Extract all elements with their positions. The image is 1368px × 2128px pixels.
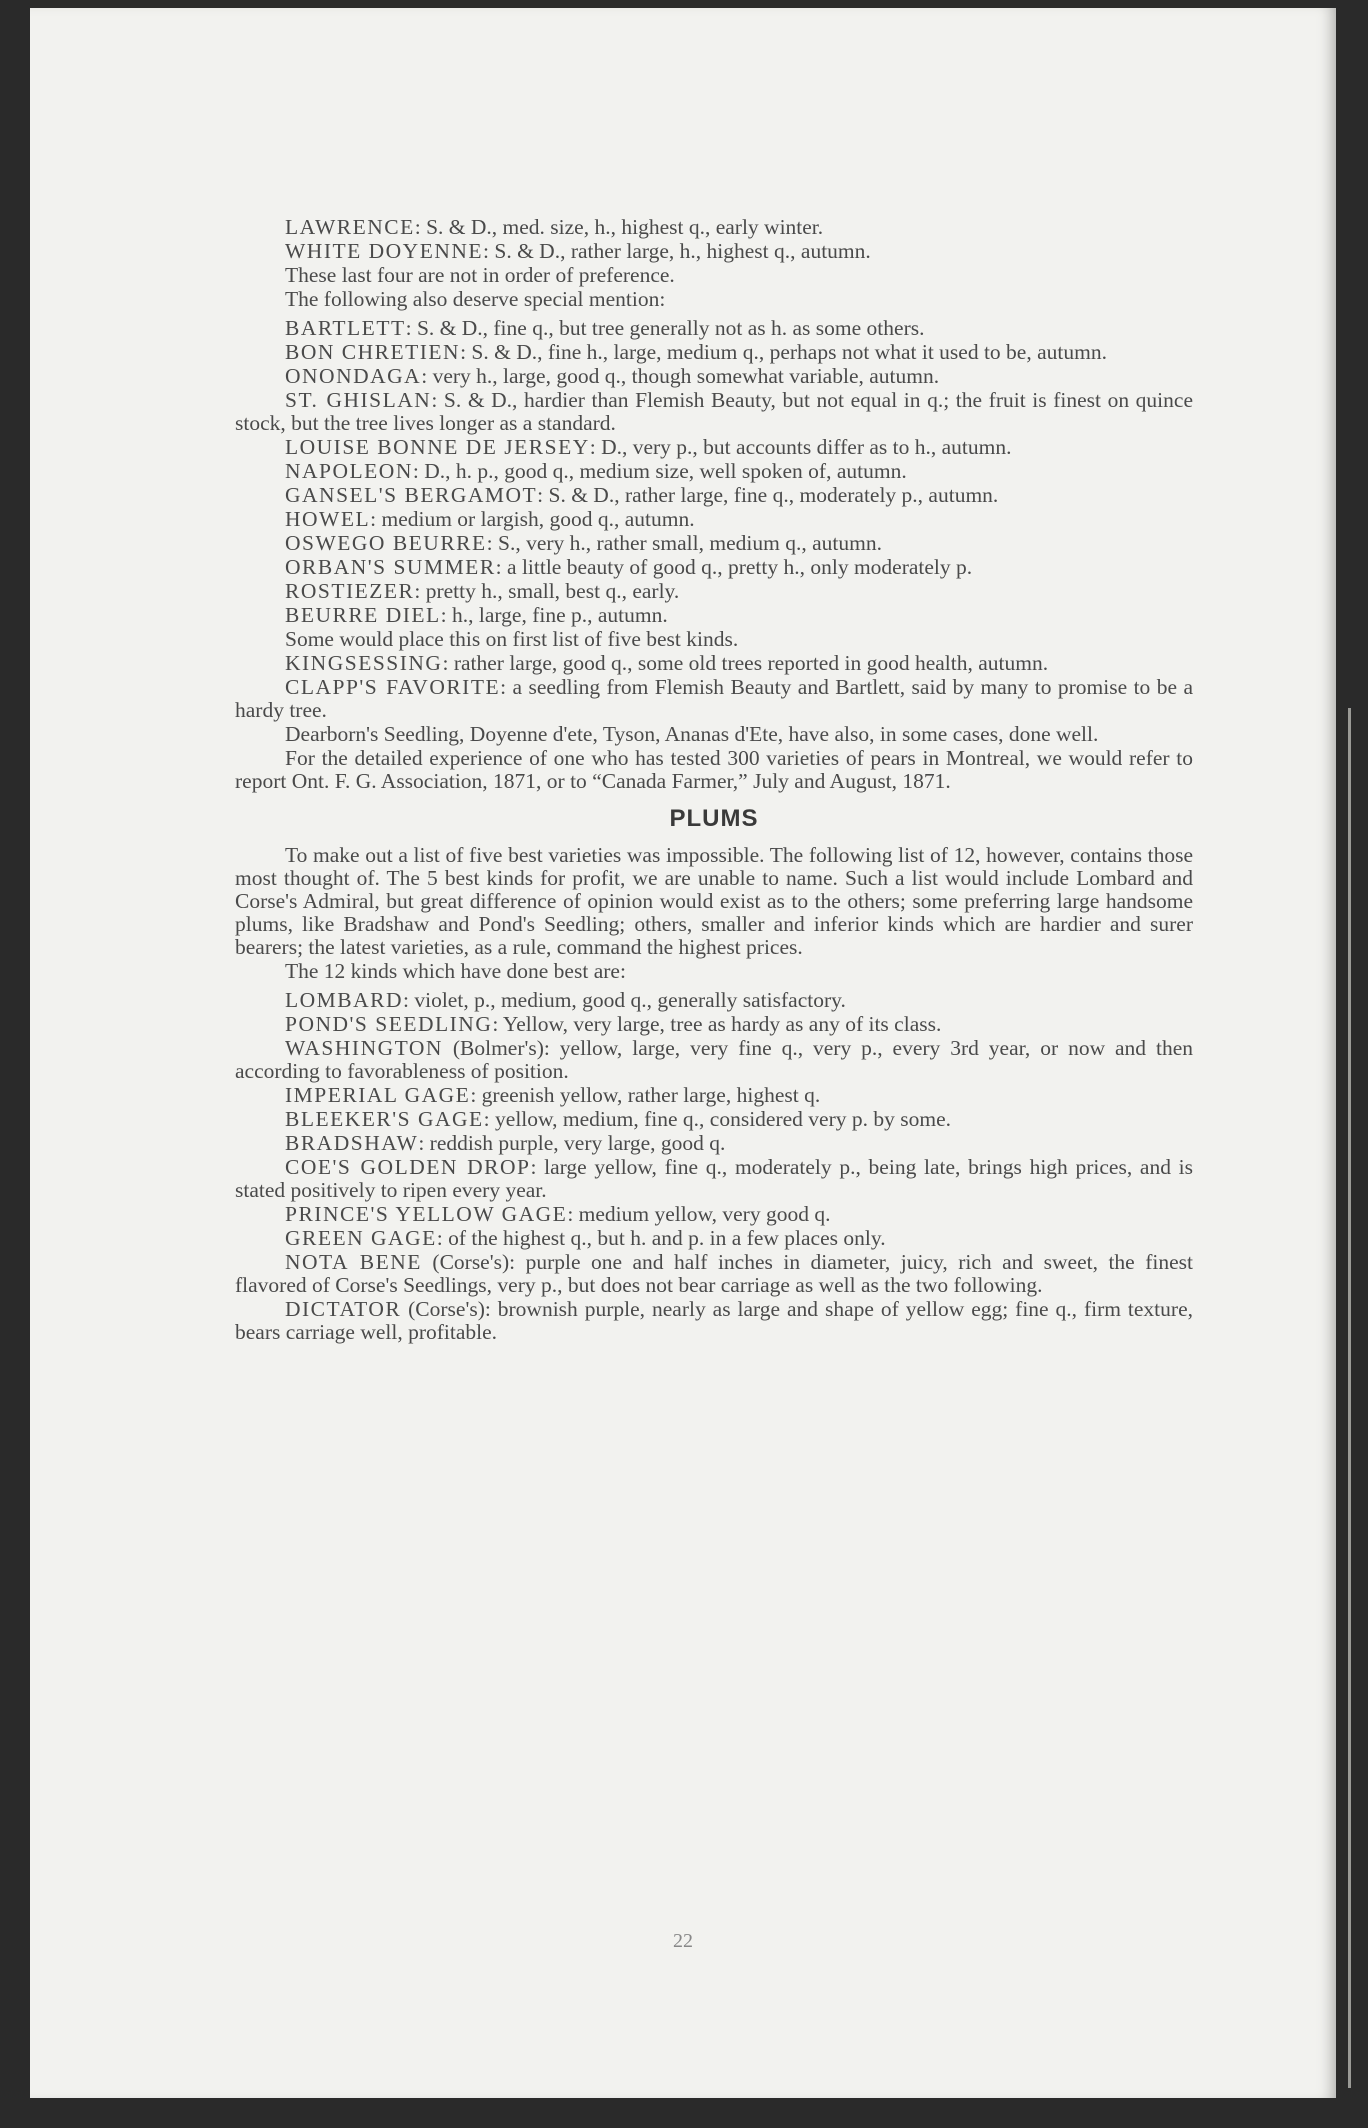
section-heading-plums: PLUMS <box>669 805 759 832</box>
variety-name: BON CHRETIEN <box>285 340 461 364</box>
variety-description: : a little beauty of good q., pretty h., only moderately p. <box>495 555 973 579</box>
variety-entry <box>235 580 1193 603</box>
variety-description: : h., large, fine p., autumn. <box>440 603 668 627</box>
variety-entry <box>235 389 1193 435</box>
variety-description: : S. & D., hardier than Flemish Beauty, but not equal in q.; the fruit is finest on quince stock, but the tree lives longer as a standard. <box>235 388 1193 435</box>
variety-description: : pretty h., small, best q., early. <box>414 579 680 603</box>
note-detailed: For the detailed experience of one who has tested 300 varieties of pears in Montreal, we would refer to report Ont. F. G. Association, 1871, or to “Canada Farmer,” July and August, 1871. <box>235 746 1193 793</box>
variety-name: ST. GHISLAN <box>285 388 432 412</box>
variety-description: (Corse's): brownish purple, nearly as large and shape of yellow egg; fine q., firm texture, bears carriage well, profitable. <box>235 1297 1193 1344</box>
variety-entry <box>235 240 1193 263</box>
variety-entry <box>235 676 1193 722</box>
variety-description: (Bolmer's): yellow, large, very fine q., very p., every 3rd year, or now and then according to favorableness of position. <box>235 1036 1193 1083</box>
variety-entry <box>235 1298 1193 1344</box>
variety-description: : of the highest q., but h. and p. in a few places only. <box>436 1226 886 1250</box>
variety-entry <box>235 604 1193 627</box>
variety-name: BARTLETT <box>285 316 406 340</box>
variety-entry <box>235 508 1193 531</box>
variety-entry <box>235 1203 1193 1226</box>
variety-entry <box>235 365 1193 388</box>
plums-note-12: The 12 kinds which have done best are: <box>285 959 626 983</box>
variety-description: : large yellow, fine q., moderately p., being late, brings high prices, and is stated positively to ripen every year. <box>235 1155 1193 1202</box>
variety-description: : very h., large, good q., though somewhat variable, autumn. <box>421 364 940 388</box>
variety-entry <box>235 1084 1193 1107</box>
variety-name: GREEN GAGE <box>285 1226 437 1250</box>
variety-description: : violet, p., medium, good q., generally satisfactory. <box>403 988 846 1012</box>
variety-name: LOUISE BONNE DE JERSEY <box>285 435 590 459</box>
variety-name: BRADSHAW <box>285 1131 419 1155</box>
variety-name: IMPERIAL GAGE <box>285 1083 471 1107</box>
variety-description: (Corse's): purple one and half inches in diameter, juicy, rich and sweet, the finest flavored of Corse's Seedlings, very p., but does not bear carriage as well as the two following. <box>235 1250 1193 1297</box>
variety-entry <box>235 989 1193 1012</box>
variety-name: COE'S GOLDEN DROP <box>285 1155 531 1179</box>
variety-name: BEURRE DIEL <box>285 603 441 627</box>
variety-entry <box>235 532 1193 555</box>
variety-description: : S. & D., fine h., large, medium q., perhaps not what it used to be, autumn. <box>460 340 1107 364</box>
variety-description: : a seedling from Flemish Beauty and Bartlett, said by many to promise to be a hardy tree. <box>235 675 1193 722</box>
intro-list <box>235 216 1193 263</box>
note-dearborn: Dearborn's Seedling, Doyenne d'ete, Tyson, Ananas d'Ete, have also, in some cases, done well. <box>285 722 1099 746</box>
variety-entry <box>235 317 1193 340</box>
variety-description: : S. & D., med. size, h., highest q., early winter. <box>414 215 824 239</box>
variety-entry <box>235 1037 1193 1083</box>
variety-entry <box>235 436 1193 459</box>
page-number: 22 <box>673 1930 693 1952</box>
variety-description: : Yellow, very large, tree as hardy as any of its class. <box>492 1012 942 1036</box>
variety-description: : greenish yellow, rather large, highest q. <box>470 1083 821 1107</box>
variety-description: : S. & D., rather large, h., highest q., autumn. <box>483 239 871 263</box>
note-following: The following also deserve special mention: <box>285 287 666 311</box>
variety-name: NAPOLEON <box>285 459 413 483</box>
variety-entry <box>235 1132 1193 1155</box>
variety-name: POND'S SEEDLING <box>285 1012 493 1036</box>
variety-description: : medium yellow, very good q. <box>567 1202 831 1226</box>
document-page <box>30 8 1336 2098</box>
variety-name: PRINCE'S YELLOW GAGE <box>285 1202 568 1226</box>
variety-name: LAWRENCE <box>285 215 415 239</box>
note-beurre-diel: Some would place this on first list of five best kinds. <box>285 627 739 651</box>
variety-entry <box>235 1013 1193 1036</box>
variety-description: : yellow, medium, fine q., considered very p. by some. <box>483 1107 951 1131</box>
variety-name: ORBAN'S SUMMER <box>285 555 496 579</box>
variety-entry <box>235 341 1193 364</box>
variety-name: DICTATOR <box>285 1297 402 1321</box>
variety-description: : S., very h., rather small, medium q., autumn. <box>486 531 882 555</box>
variety-name: GANSEL'S BERGAMOT <box>285 483 538 507</box>
variety-name: ROSTIEZER <box>285 579 415 603</box>
variety-entry <box>235 1156 1193 1202</box>
variety-name: ONONDAGA <box>285 364 422 388</box>
variety-description: : D., h. p., good q., medium size, well spoken of, autumn. <box>412 459 907 483</box>
variety-name: WHITE DOYENNE <box>285 239 484 263</box>
variety-entry <box>235 1108 1193 1131</box>
page-content <box>235 216 1193 1345</box>
variety-name: HOWEL <box>285 507 371 531</box>
variety-entry <box>235 484 1193 507</box>
variety-entry <box>235 556 1193 579</box>
variety-name: OSWEGO BEURRE <box>285 531 487 555</box>
page-edge <box>1348 708 1351 2088</box>
variety-description: : S. & D., fine q., but tree generally not as h. as some others. <box>405 316 925 340</box>
variety-description: : medium or largish, good q., autumn. <box>370 507 695 531</box>
note-last-four: These last four are not in order of preference. <box>285 263 675 287</box>
variety-entry <box>235 216 1193 239</box>
variety-description: : S. & D., rather large, fine q., moderately p., autumn. <box>537 483 999 507</box>
variety-description: : reddish purple, very large, good q. <box>418 1131 726 1155</box>
variety-description: : D., very p., but accounts differ as to h., autumn. <box>589 435 1012 459</box>
variety-entry <box>235 460 1193 483</box>
variety-name: KINGSESSING <box>285 651 443 675</box>
pear-list <box>235 317 1193 627</box>
variety-entry <box>235 652 1193 675</box>
variety-entry <box>235 1227 1193 1250</box>
variety-name: NOTA BENE <box>285 1250 422 1274</box>
pear-list-2 <box>235 652 1193 722</box>
variety-name: CLAPP'S FAVORITE <box>285 675 501 699</box>
plums-intro: To make out a list of five best varieties was impossible. The following list of 12, however, contains those most thought of. The 5 best kinds for profit, we are unable to name. Such a list would include Lombard and Corse's Admiral, but great difference of opinion would exist as to the others; some preferring large handsome plums, like Bradshaw and Pond's Seedling; others, smaller and inferior kinds which are hardier and surer bearers; the latest varieties, as a rule, command the highest prices. <box>235 843 1193 959</box>
variety-entry <box>235 1251 1193 1297</box>
variety-name: LOMBARD <box>285 988 404 1012</box>
variety-name: BLEEKER'S GAGE <box>285 1107 484 1131</box>
variety-name: WASHINGTON <box>285 1036 443 1060</box>
plum-list <box>235 989 1193 1344</box>
variety-description: : rather large, good q., some old trees reported in good health, autumn. <box>442 651 1049 675</box>
